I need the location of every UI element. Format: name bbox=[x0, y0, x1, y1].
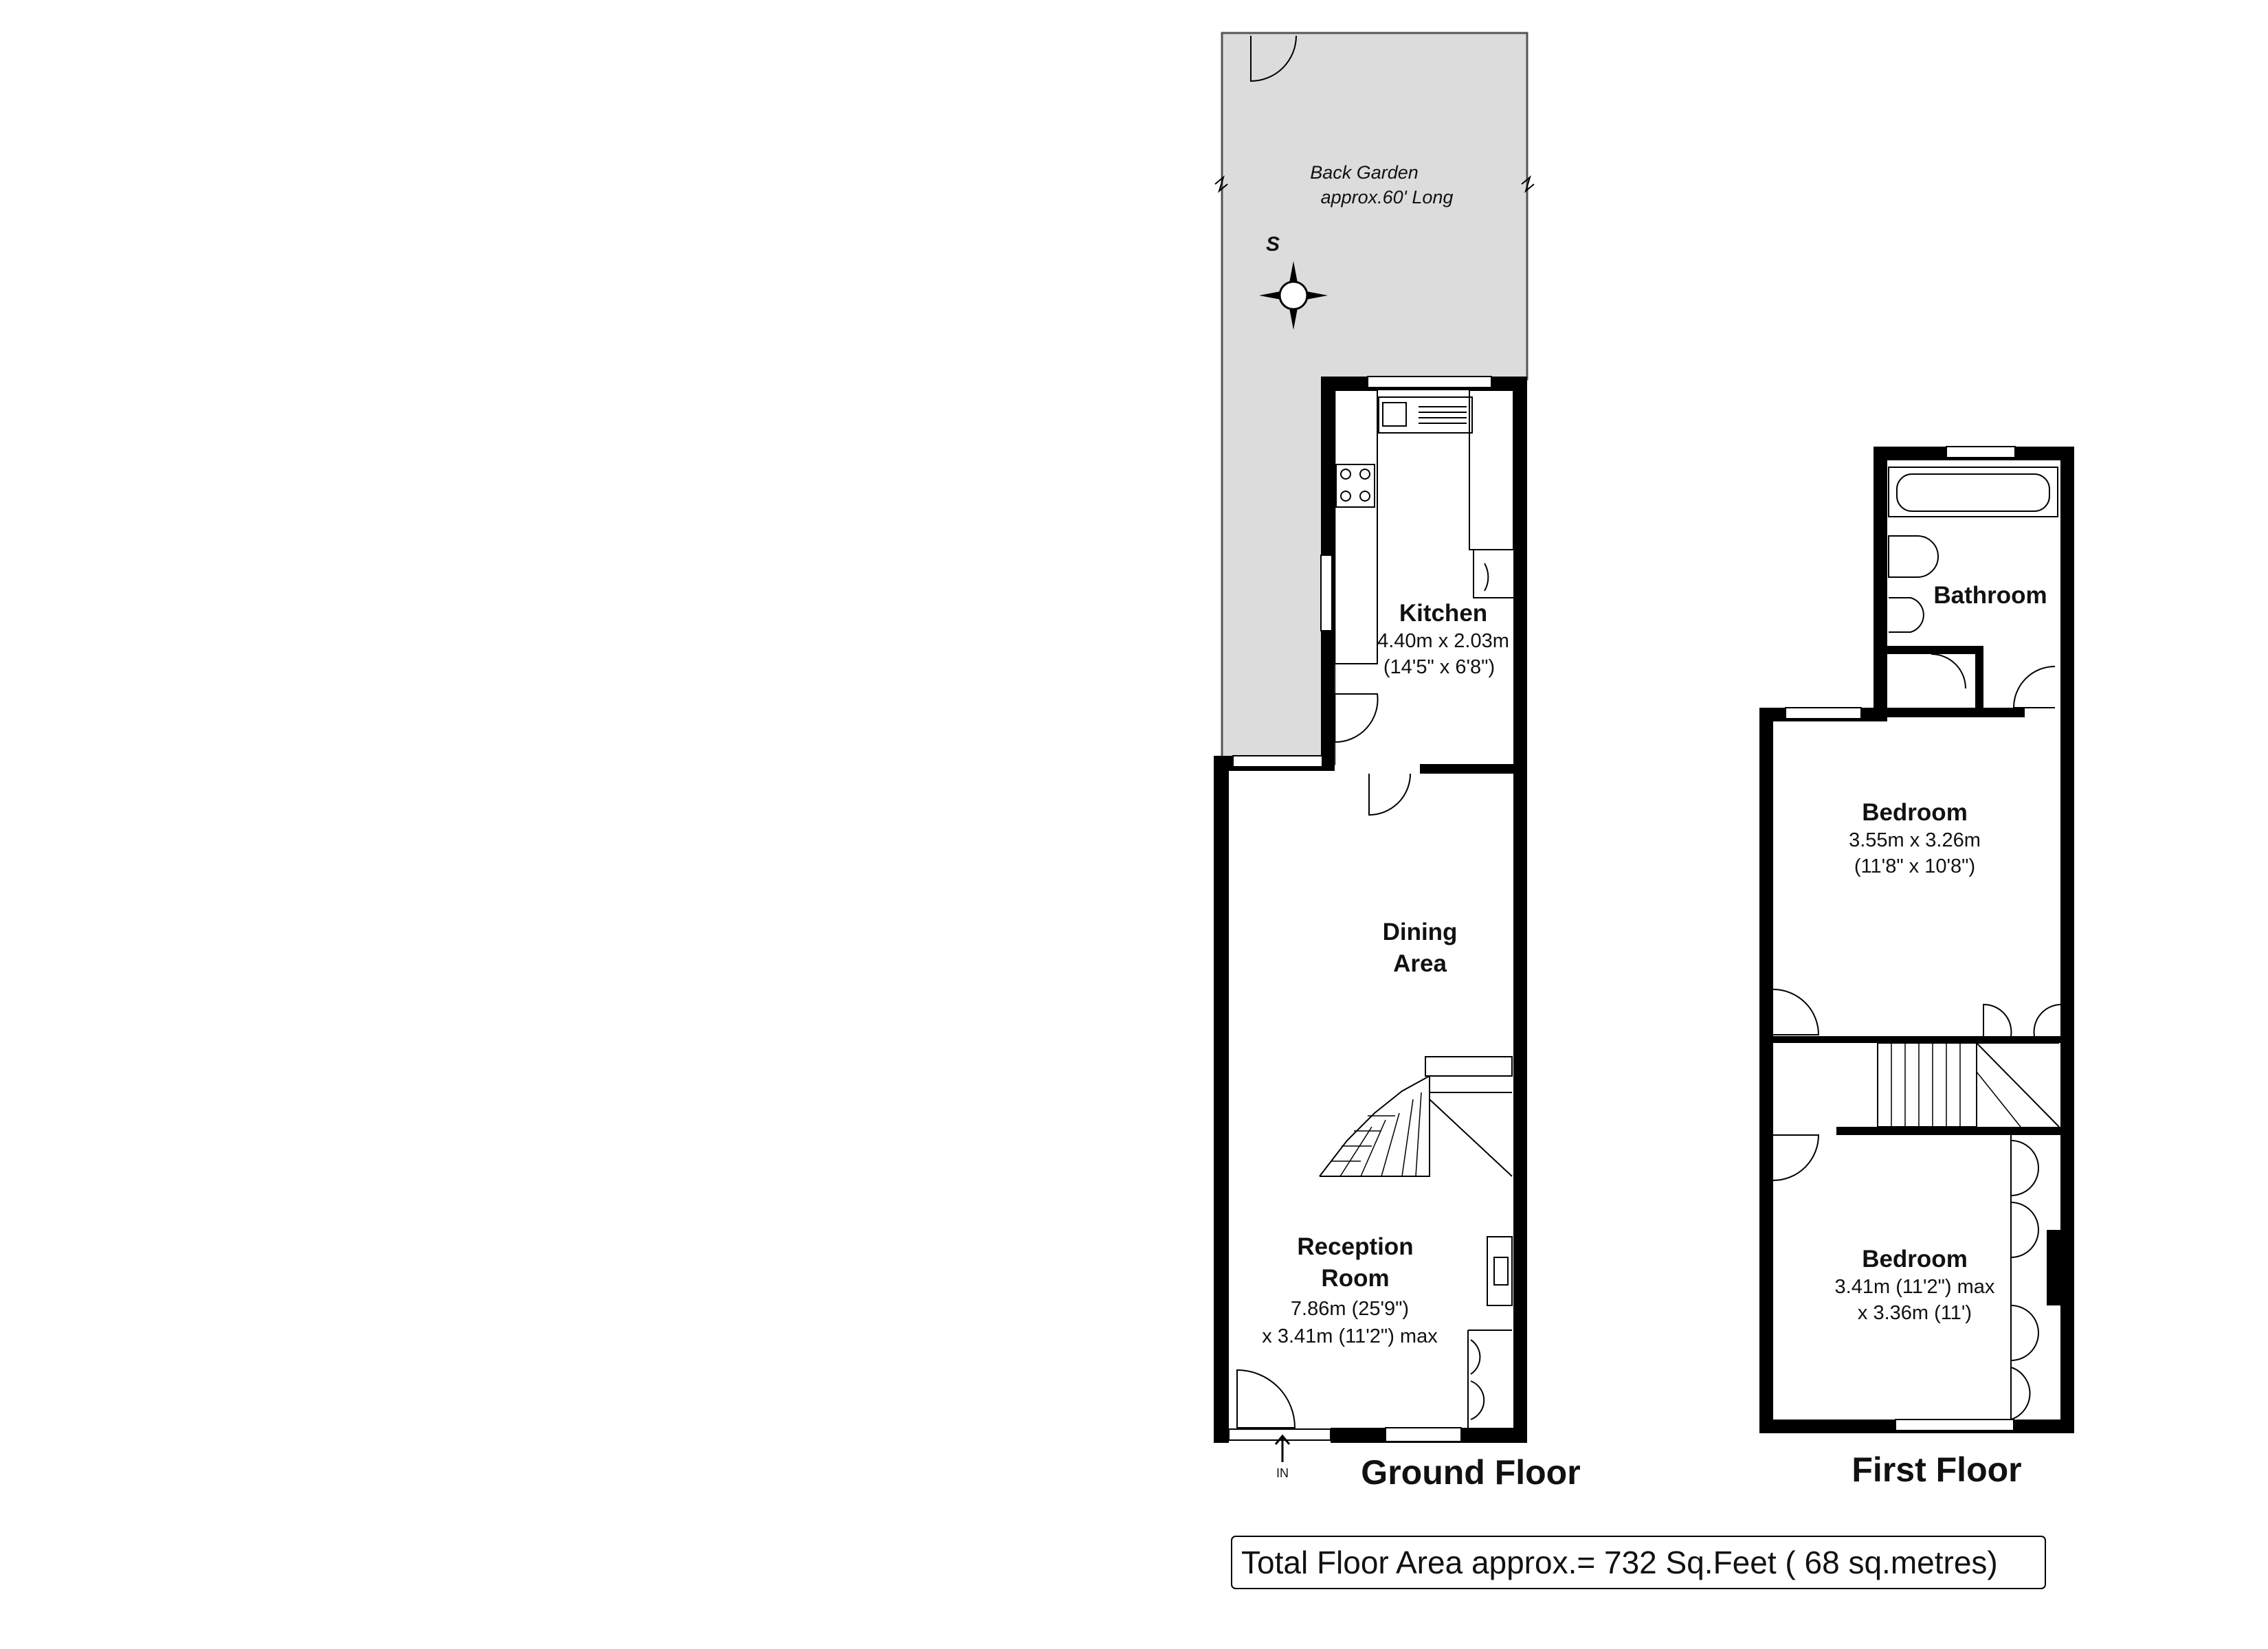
bathroom-door bbox=[2014, 666, 2055, 708]
reception-name-line1: Reception bbox=[1297, 1233, 1414, 1260]
bedroom-rear-door bbox=[1773, 989, 1819, 1035]
garden-name: Back Garden bbox=[1310, 162, 1419, 183]
dining-door bbox=[1369, 774, 1410, 815]
bathroom-cupboard-wall bbox=[1975, 646, 1983, 712]
bedroom-front-dim-line2: x 3.36m (11') bbox=[1857, 1302, 1972, 1324]
total-area: Total Floor Area approx.= 732 Sq.Feet ( 68 sq.metres) bbox=[1241, 1545, 1998, 1580]
drainer-lines bbox=[1419, 407, 1467, 423]
dining-window bbox=[1233, 756, 1322, 767]
wardrobe bbox=[2011, 1135, 2038, 1420]
bedroom-rear-window bbox=[1786, 708, 1861, 719]
bedroom-front-dim-line1: 3.41m (11'2") max bbox=[1834, 1276, 1995, 1298]
ff-wall-left bbox=[1759, 708, 1773, 1433]
bedroom-front-name: Bedroom bbox=[1862, 1246, 1968, 1272]
bathroom-cupboard-door bbox=[1931, 654, 1966, 688]
first-floor bbox=[1759, 447, 2074, 1489]
reception-dim-line1: 7.86m (25'9") bbox=[1290, 1298, 1410, 1320]
kitchen-dim-metric: 4.40m x 2.03m bbox=[1377, 630, 1509, 652]
reception-dim-line2: x 3.41m (11'2") max bbox=[1262, 1325, 1438, 1347]
main-wall-right bbox=[1513, 764, 1527, 1443]
bathroom-wall-bottom bbox=[1983, 708, 2025, 717]
kitchen-name: Kitchen bbox=[1399, 600, 1488, 627]
kitchen-worktop-left bbox=[1335, 390, 1377, 664]
bathroom-partition bbox=[1887, 646, 1983, 654]
dining-name-line2: Area bbox=[1393, 950, 1447, 977]
compass-label: S bbox=[1265, 233, 1280, 256]
dining-name-line1: Dining bbox=[1382, 919, 1458, 945]
bedroom-rear-name: Bedroom bbox=[1862, 799, 1968, 826]
reception-name-line2: Room bbox=[1321, 1265, 1390, 1292]
kitchen-dim-imperial: (14'5" x 6'8") bbox=[1383, 656, 1496, 678]
fireplace-hearth bbox=[1494, 1257, 1508, 1285]
first-floor-title: First Floor bbox=[1852, 1450, 2022, 1489]
kitchen-worktop-right bbox=[1469, 390, 1513, 550]
front-door bbox=[1237, 1370, 1295, 1428]
chimney-breast bbox=[2047, 1230, 2060, 1305]
kitchen-cupboard bbox=[1474, 550, 1513, 598]
back-garden bbox=[1215, 33, 1534, 764]
washbasin-icon bbox=[1889, 536, 1938, 577]
reception-window bbox=[1386, 1428, 1461, 1442]
garden-length: approx.60' Long bbox=[1320, 187, 1454, 207]
ff-wall-right bbox=[2060, 447, 2074, 1433]
kitchen-door bbox=[1335, 694, 1378, 742]
main-wall-top-right bbox=[1420, 764, 1527, 774]
landing-wall-top bbox=[1773, 1036, 2062, 1043]
landing-cupboard bbox=[1983, 1005, 2060, 1036]
sink-bowl bbox=[1383, 403, 1406, 426]
bath-inner bbox=[1897, 474, 2049, 511]
kitchen-window-side bbox=[1321, 555, 1332, 631]
hob-icon bbox=[1336, 464, 1375, 507]
bathroom-window bbox=[1946, 447, 2015, 458]
garden-area bbox=[1222, 33, 1527, 764]
landing-wall-bottom bbox=[1836, 1127, 2060, 1135]
bathroom-name: Bathroom bbox=[1933, 582, 2047, 609]
entrance-label: IN bbox=[1276, 1466, 1289, 1480]
bedroom-front-door bbox=[1773, 1135, 1819, 1180]
total-area-box bbox=[1232, 1536, 2045, 1589]
kitchen-wall-right bbox=[1513, 377, 1527, 767]
toilet-icon bbox=[1889, 598, 1924, 632]
bedroom-rear-dim-imperial: (11'8" x 10'8") bbox=[1854, 855, 1976, 877]
bedroom-front-window bbox=[1895, 1420, 2014, 1431]
bedroom-rear-dim-metric: 3.55m x 3.26m bbox=[1849, 829, 1981, 851]
ground-stairs bbox=[1320, 1057, 1512, 1176]
main-wall-left bbox=[1214, 756, 1229, 1443]
kitchen-window-top bbox=[1368, 377, 1491, 388]
first-floor-stairs bbox=[1878, 1043, 2059, 1127]
bathroom-wall-left bbox=[1874, 447, 1887, 712]
reception-cupboard bbox=[1468, 1330, 1512, 1428]
ground-floor-title: Ground Floor bbox=[1361, 1453, 1581, 1492]
